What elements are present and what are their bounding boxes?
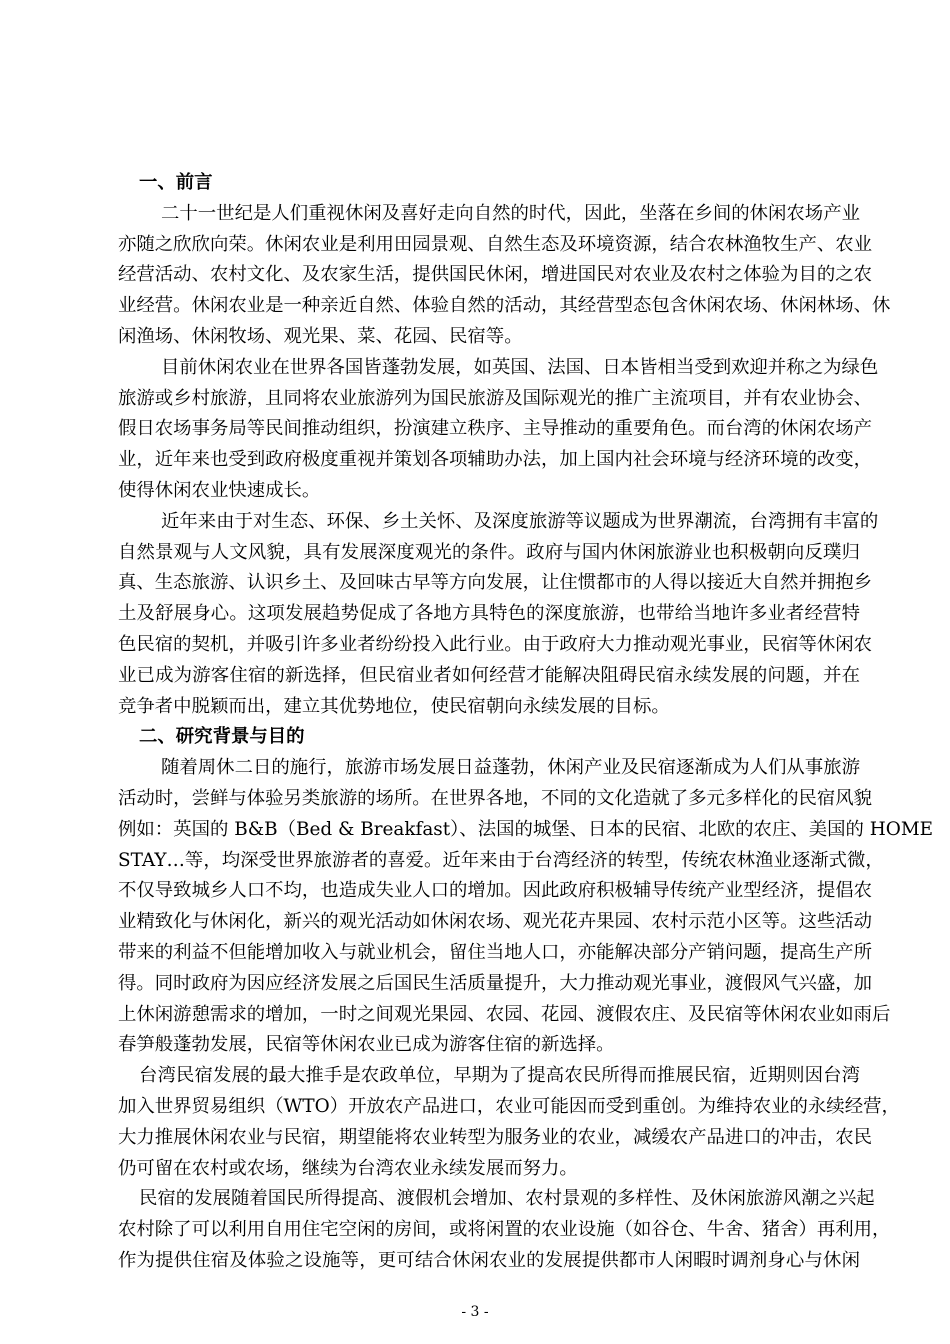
paragraph [118,353,879,507]
document-body [118,168,934,1277]
text-line: 业，近年来也受到政府极度重视并策划各项辅助办法，加上国内社会环境与经济环境的改变， [118,449,873,471]
paragraph [118,753,934,1061]
text-line: 二十一世纪是人们重视休闲及喜好走向自然的时代，因此，坐落在乡间的休闲农场产业 [161,202,860,224]
text-line: 色民宿的契机，并吸引许多业者纷纷投入此行业。由于政府大力推动观光事业，民宿等休闲农 [118,633,873,655]
text-line: 亦随之欣欣向荣。休闲农业是利用田园景观、自然生态及环境资源，结合农林渔牧生产、农业 [118,233,873,255]
text-line: 农村除了可以利用自用住宅空闲的房间，或将闲置的农业设施（如谷仓、牛舍、猪舍）再利用， [118,1219,891,1241]
section-heading-preface: 一、前言 [139,172,213,193]
text-line: 随着周休二日的施行，旅游市场发展日益蓬勃，休闲产业及民宿逐渐成为人们从事旅游 [161,757,860,779]
text-line: 得。同时政府为因应经济发展之后国民生活质量提升，大力推动观光事业，渡假风气兴盛，加 [118,972,873,994]
text-line: 大力推展休闲农业与民宿，期望能将农业转型为服务业的农业，减缓农产品进口的冲击，农民 [118,1126,873,1148]
text-line: 闲渔场、休闲牧场、观光果、菜、花园、民宿等。 [118,325,523,347]
text-line: 上休闲游憩需求的增加，一时之间观光果园、农园、花园、渡假农庄、及民宿等休闲农业如雨后 [118,1003,891,1025]
page-number: - 3 - [461,1304,489,1320]
text-line: 使得休闲农业快速成长。 [118,479,321,501]
text-line: 例如：英国的 B&B（Bed & Breakfast）、法国的城堡、日本的民宿、北欧的农庄、美国的 HOME [118,818,934,840]
paragraph [118,1061,900,1184]
text-line: 旅游或乡村旅游，且同将农业旅游列为国民旅游及国际观光的推广主流项目，并有农业协会、 [118,387,873,409]
text-line: 业已成为游客住宿的新选择，但民宿业者如何经营才能解决阻碍民宿永续发展的问题，并在 [118,664,860,686]
text-line: 自然景观与人文风貌，具有发展深度观光的条件。政府与国内休闲旅游业也积极朝向反璞归 [118,541,860,563]
paragraph [118,1184,891,1276]
text-line: 不仅导致城乡人口不均，也造成失业人口的增加。因此政府积极辅导传统产业型经济，提倡农 [118,880,873,902]
text-line: 带来的利益不但能增加收入与就业机会，留住当地人口，亦能解决部分产销问题，提高生产所 [118,941,873,963]
text-line: 春笋般蓬勃发展，民宿等休闲农业已成为游客住宿的新选择。 [118,1034,615,1056]
text-line: 业经营。休闲农业是一种亲近自然、体验自然的活动，其经营型态包含休闲农场、休闲林场、休 [118,295,891,317]
text-line: 仍可留在农村或农场，继续为台湾农业永续发展而努力。 [118,1157,578,1179]
text-line: 竞争者中脱颖而出，建立其优势地位，使民宿朝向永续发展的目标。 [118,695,670,717]
paragraph [118,507,879,723]
text-line: 真、生态旅游、认识乡土、及回味古早等方向发展，让住惯都市的人得以接近大自然并拥抱乡 [118,572,873,594]
paragraph [118,199,891,353]
text-line: STAY…等，均深受世界旅游者的喜爱。近年来由于台湾经济的转型，传统农林渔业逐渐式微， [118,849,884,871]
text-line: 民宿的发展随着国民所得提高、渡假机会增加、农村景观的多样性、及休闲旅游风潮之兴起 [139,1188,875,1210]
text-line: 台湾民宿发展的最大推手是农政单位，早期为了提高农民所得而推展民宿，近期则因台湾 [139,1065,860,1087]
text-line: 假日农场事务局等民间推动组织，扮演建立秩序、主导推动的重要角色。而台湾的休闲农场产 [118,418,873,440]
text-line: 经营活动、农村文化、及农家生活，提供国民休闲，增进国民对农业及农村之体验为目的之农 [118,264,873,286]
section-heading-background: 二、研究背景与目的 [139,726,305,748]
text-line: 近年来由于对生态、环保、乡土关怀、及深度旅游等议题成为世界潮流，台湾拥有丰富的 [161,510,879,532]
text-line: 活动时，尝鲜与体验另类旅游的场所。在世界各地，不同的文化造就了多元多样化的民宿风貌 [118,787,873,809]
text-line: 作为提供住宿及体验之设施等，更可结合休闲农业的发展提供都市人闲暇时调剂身心与休闲 [118,1249,860,1271]
text-line: 目前休闲农业在世界各国皆蓬勃发展，如英国、法国、日本皆相当受到欢迎并称之为绿色 [161,356,879,378]
text-line: 业精致化与休闲化，新兴的观光活动如休闲农场、观光花卉果园、农村示范小区等。这些活动 [118,911,873,933]
text-line: 加入世界贸易组织（WTO）开放农产品进口，农业可能因而受到重创。为维持农业的永续经营， [118,1095,900,1117]
text-line: 土及舒展身心。这项发展趋势促成了各地方具特色的深度旅游，也带给当地许多业者经营特 [118,603,860,625]
